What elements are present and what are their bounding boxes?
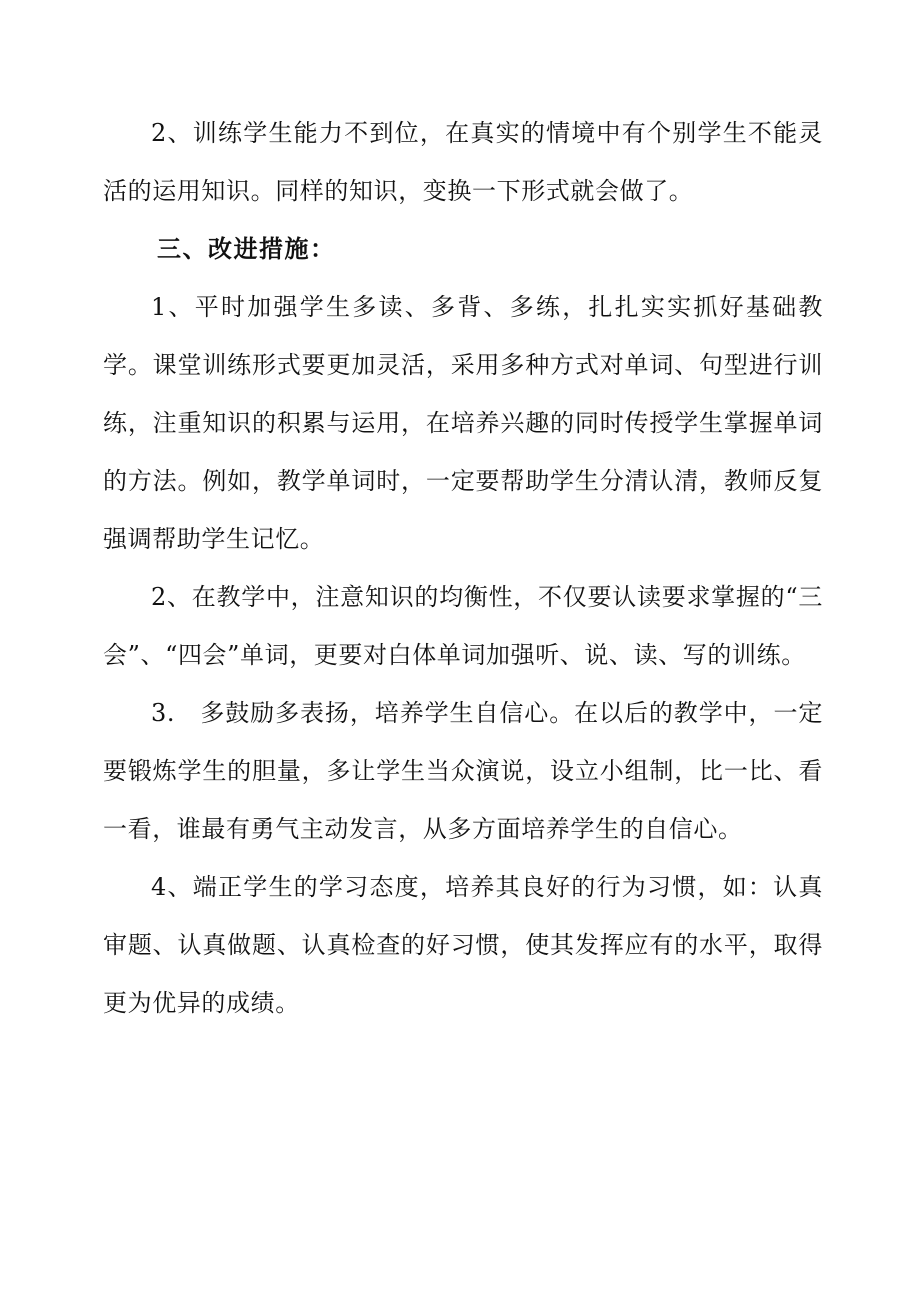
measure-paragraph-1: 1、平时加强学生多读、多背、多练，扎扎实实抓好基础教学。课堂训练形式要更加灵活，采用多种方式对单词、句型进行训练，注重知识的积累与运用，在培养兴趣的同时传授学生掌握单词的方法。例如，教学单词时，一定要帮助学生分清认清，教师反复强调帮助学生记忆。: [103, 293, 823, 553]
measure-paragraph-3: 3. 多鼓励多表扬，培养学生自信心。在以后的教学中，一定要锻炼学生的胆量，多让学生当众演说，设立小组制，比一比、看一看，谁最有勇气主动发言，从多方面培养学生的自信心。: [103, 699, 823, 843]
measure-paragraph-2: 2、在教学中，注意知识的均衡性，不仅要认读要求掌握的“三会”、“四会”单词，更要对白体单词加强听、说、读、写的训练。: [103, 583, 823, 669]
problem-paragraph-2: 2、训练学生能力不到位，在真实的情境中有个别学生不能灵活的运用知识。同样的知识，变换一下形式就会做了。: [103, 119, 823, 205]
section-heading-improvement-measures: 三、改进措施：: [157, 235, 336, 263]
measure-paragraph-4: 4、端正学生的学习态度，培养其良好的行为习惯，如：认真审题、认真做题、认真检查的好习惯，使其发挥应有的水平，取得更为优异的成绩。: [103, 873, 823, 1017]
document-body: [103, 104, 823, 1032]
